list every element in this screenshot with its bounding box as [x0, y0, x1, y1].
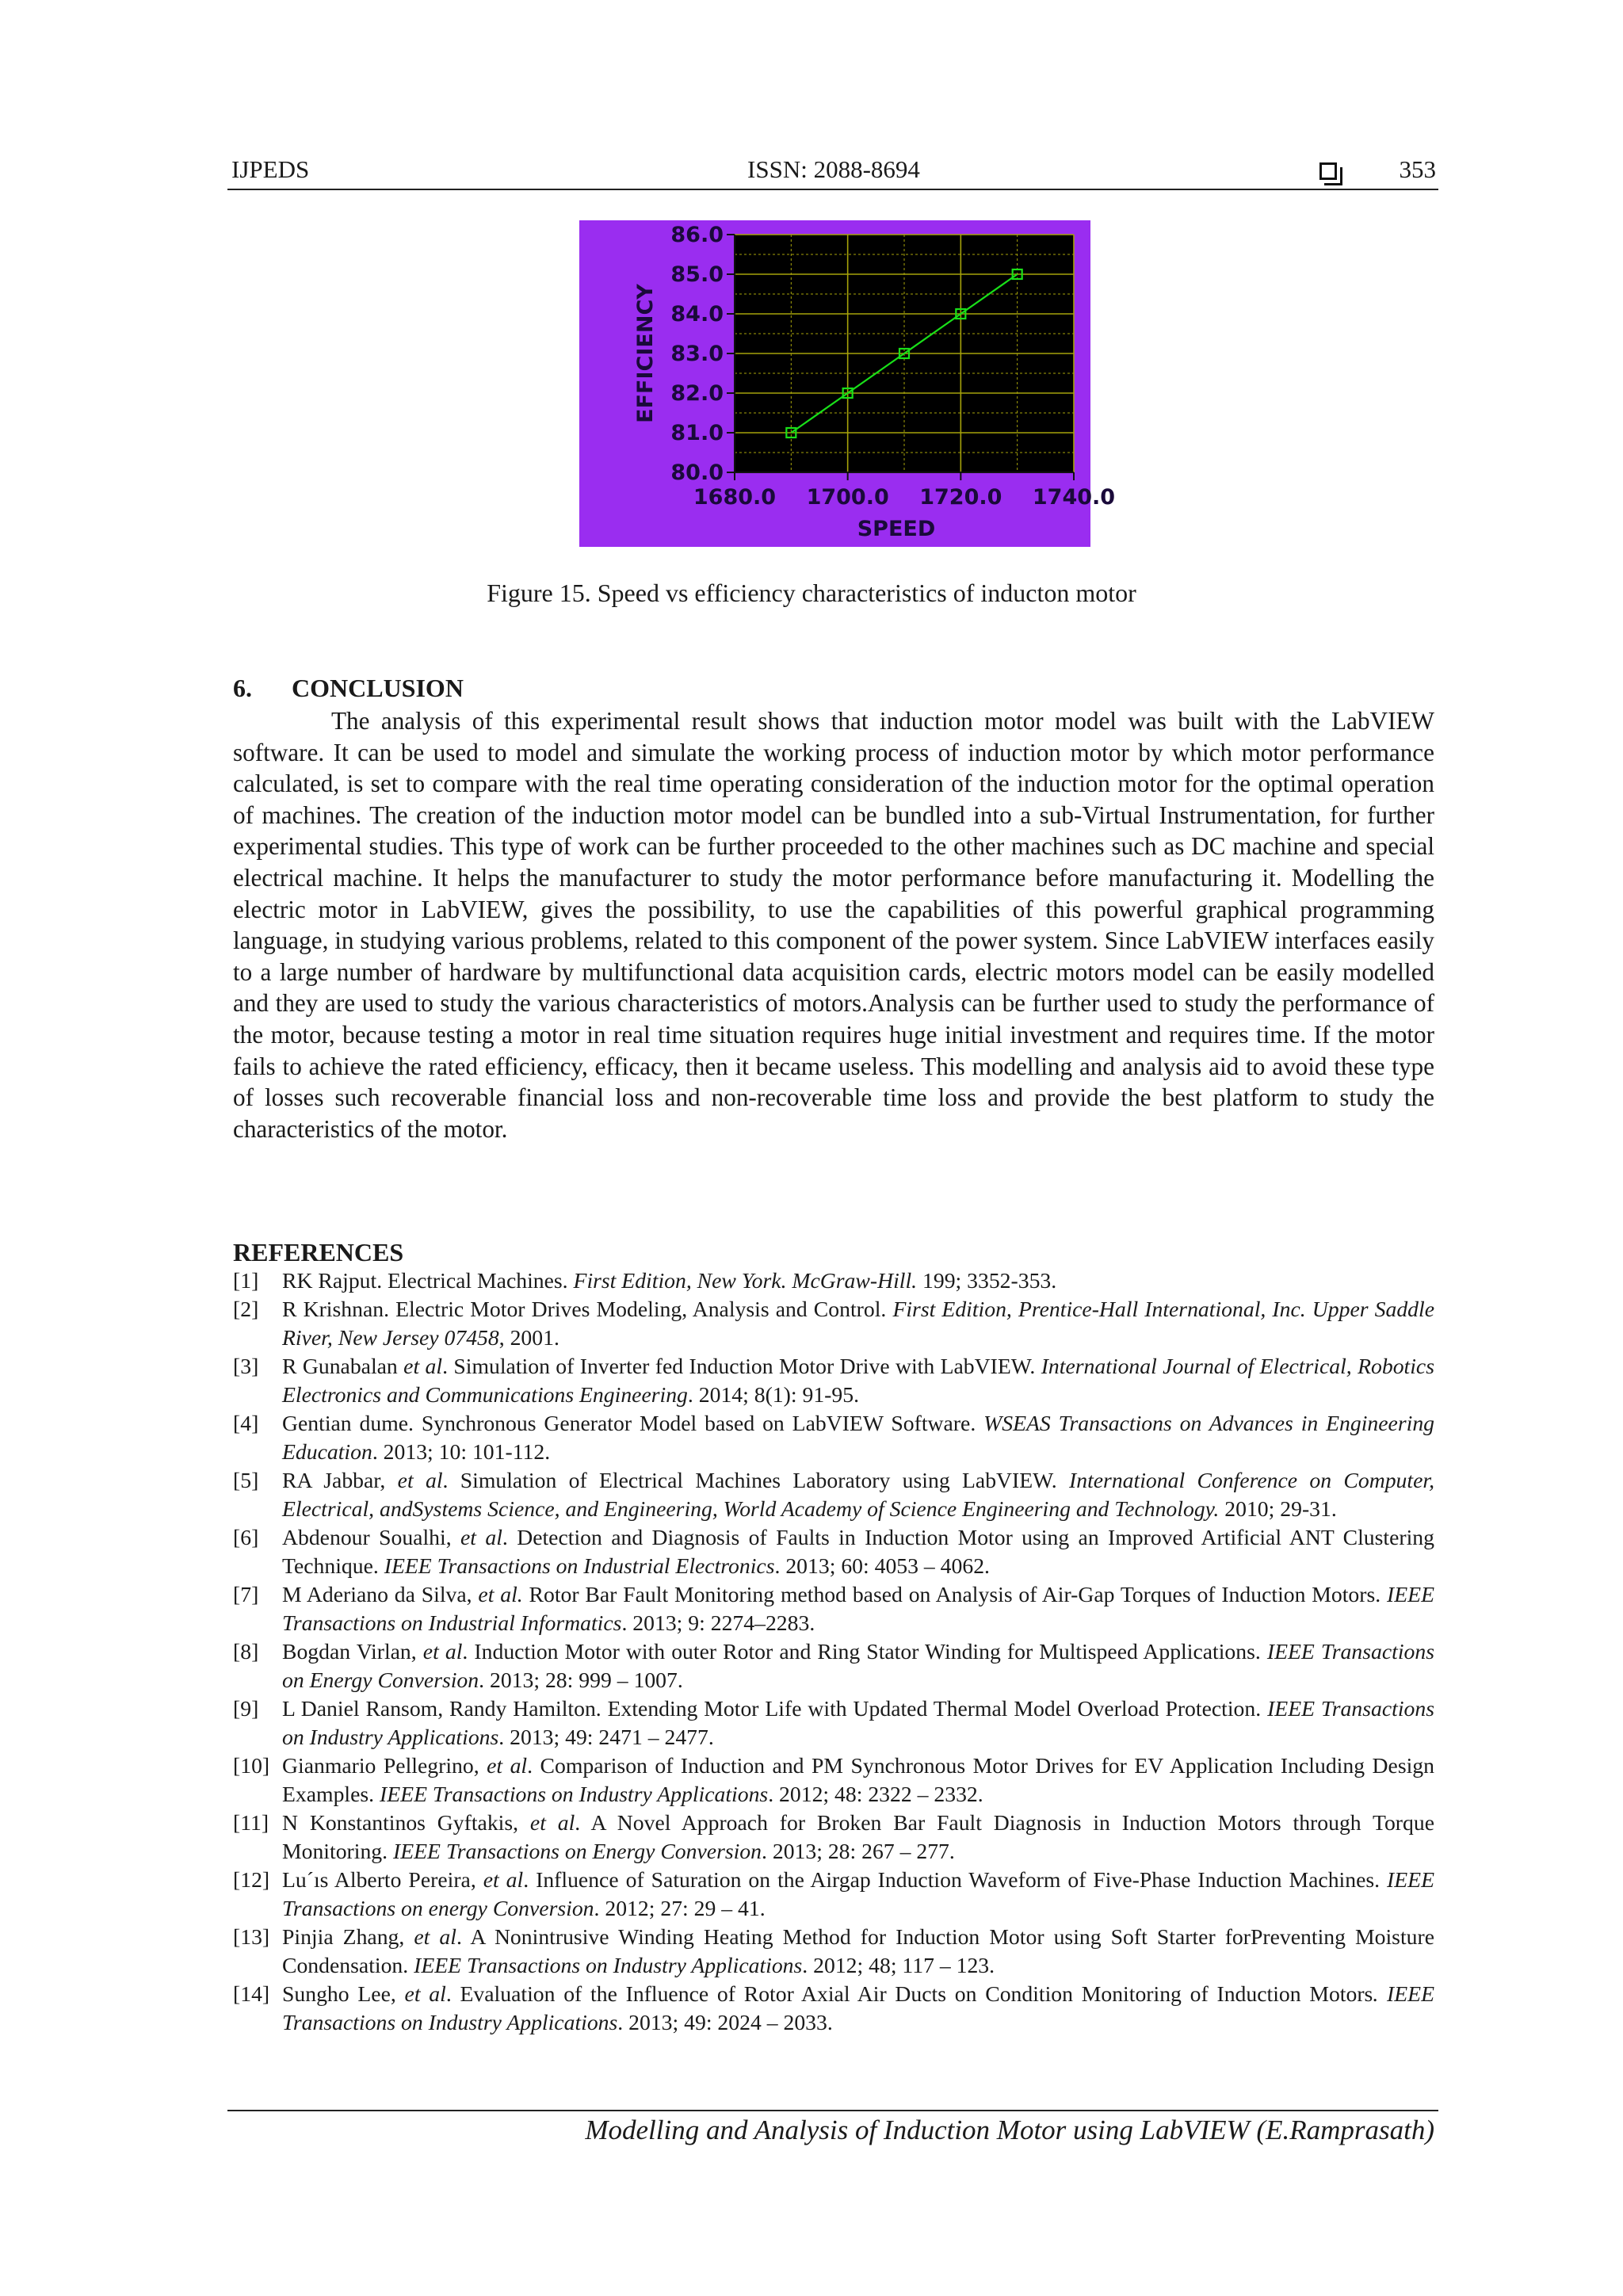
reference-item: [233, 1409, 1434, 1466]
reference-text: R Gunabalan: [282, 1354, 404, 1378]
conclusion-paragraph: The analysis of this experimental result shows that induction motor model was built with the LabVIEW software. It can be used to model and simulate the working process of induction motor by which motor performance calculated, is set to compare with the real time operating consideration of the induction motor for the optimal operation of machines. The creation of the induction motor model can be bundled into a sub-Virtual Instrumentation, for further experimental studies. This type of work can be further proceeded to the other machines such as DC machine and special electrical machine. It helps the manufacturer to study the motor performance before manufacturing it. Modelling the electric motor in LabVIEW, gives the possibility, to use the capabilities of this powerful graphical programming language, in studying various problems, related to this component of the power system. Since LabVIEW interfaces easily to a large number of hardware by multifunctional data acquisition cards, electric motors model can be easily modelled and they are used to study the various characteristics of motors.Analysis can be further used to study the performance of the motor, because testing a motor in real time situation requires huge initial investment and requires time. If the motor fails to achieve the rated efficiency, efficacy, then it became useless. This modelling and analysis aid to avoid these type of losses such recoverable financial loss and non-recoverable time loss and provide the best platform to study the characteristics of the motor.: [233, 707, 1434, 1143]
footer-rule: [227, 2110, 1438, 2111]
reference-item: [233, 1637, 1434, 1694]
section-title: CONCLUSION: [292, 674, 464, 702]
x-tick-label: 1740.0: [1032, 485, 1116, 510]
reference-text: . IEEE Transactions on Industry Applications: [282, 1981, 1434, 2034]
reference-text: et al: [422, 1639, 463, 1664]
reference-text: et al: [529, 1810, 575, 1835]
reference-text: et al: [483, 1867, 524, 1892]
figure-caption: Figure 15. Speed vs efficiency characteristics of inducton motor: [487, 579, 1136, 607]
reference-text: . 2013; 10: 101-112.: [372, 1439, 551, 1464]
reference-text: . Detection and Diagnosis of Faults in Induction Motor using an Improved Artificial ANT Clustering Technique.: [282, 1525, 1434, 1578]
reference-text: et al.: [478, 1582, 523, 1606]
reference-text: . 2013; 60: 4053 – 4062.: [774, 1553, 990, 1578]
issn: ISSN: 2088-8694: [747, 155, 920, 183]
y-tick-label: 85.0: [670, 262, 724, 287]
reference-text: . 2013; 28: 999 – 1007.: [479, 1668, 683, 1692]
reference-text: . 2013; 49: 2024 – 2033.: [617, 2010, 833, 2034]
reference-text: Lu´ıs Alberto Pereira,: [282, 1867, 483, 1892]
reference-text: RA Jabbar,: [282, 1468, 398, 1492]
reference-item: [233, 1752, 1434, 1809]
y-tick-label: 83.0: [670, 342, 724, 366]
reference-text: First Edition, Prentice-Hall International, Inc. Upper Saddle River, New Jersey 07458: [282, 1297, 1435, 1350]
reference-text: Abdenour Soualhi,: [282, 1525, 460, 1549]
section-heading: [233, 674, 464, 703]
y-tick-label: 81.0: [670, 421, 724, 445]
x-tick-label: 1720.0: [919, 485, 1002, 510]
reference-text: IEEE Transactions on Industry Applications: [282, 1696, 1434, 1749]
reference-text: . 2012; 48: 2322 – 2332.: [768, 1782, 983, 1806]
reference-item: [233, 1523, 1434, 1580]
efficiency-chart: [579, 220, 1116, 547]
reference-text: International Journal of Electrical, Robotics Electronics and Communications Engineering: [282, 1354, 1434, 1407]
reference-text: 199; 3352-353.: [917, 1268, 1057, 1293]
section-number: 6.: [233, 674, 252, 702]
journal-name: IJPEDS: [231, 155, 310, 183]
reference-number: [11]: [233, 1810, 269, 1835]
y-tick-label: 84.0: [670, 302, 724, 327]
figure-15: [579, 220, 1116, 547]
reference-item: [233, 1694, 1434, 1752]
y-tick-label: 80.0: [670, 460, 724, 485]
reference-number: [8]: [233, 1639, 259, 1664]
reference-item: [233, 1980, 1434, 2037]
page-header: [231, 155, 1436, 190]
reference-number: [4]: [233, 1411, 259, 1435]
checkbox-square-icon: [1319, 162, 1337, 180]
reference-list: [233, 1266, 1434, 2037]
reference-item: [233, 1866, 1434, 1923]
reference-text: . A Novel Approach for Broken Bar Fault Diagnosis in Induction Motors through Torque Monitoring.: [282, 1810, 1434, 1863]
reference-item: [233, 1266, 1434, 1295]
references-heading: REFERENCES: [233, 1238, 404, 1266]
reference-text: IEEE Transactions on Energy Conversion: [392, 1839, 762, 1863]
x-axis-label: SPEED: [857, 517, 936, 541]
reference-number: [6]: [233, 1525, 259, 1549]
reference-number: [14]: [233, 1981, 270, 2006]
reference-text: . Induction Motor with outer Rotor and Ring Stator Winding for Multispeed Applications.: [462, 1639, 1267, 1664]
reference-text: et al: [414, 1924, 456, 1949]
reference-item: [233, 1923, 1434, 1980]
reference-text: IEEE Transactions on Industry Applications: [414, 1953, 803, 1977]
reference-text: IEEE Transactions on energy Conversion: [282, 1867, 1434, 1920]
running-title: Modelling and Analysis of Induction Motor using LabVIEW (E.Ramprasath): [585, 2115, 1434, 2145]
reference-text: IEEE Transactions on Industrial Electronics: [384, 1553, 775, 1578]
reference-text: et al: [403, 1354, 443, 1378]
reference-number: [9]: [233, 1696, 259, 1721]
reference-text: RK Rajput. Electrical Machines.: [282, 1268, 574, 1293]
reference-text: R Krishnan. Electric Motor Drives Modeling, Analysis and Control.: [282, 1297, 893, 1321]
page-number: 353: [1399, 155, 1436, 183]
reference-text: et al: [460, 1525, 502, 1549]
reference-text: . Influence of Saturation on the Airgap Induction Waveform of Five-Phase Induction Machines.: [523, 1867, 1388, 1892]
reference-number: [12]: [233, 1867, 270, 1892]
reference-text: . 2013; 9: 2274–2283.: [621, 1610, 815, 1635]
reference-text: . 2013; 49: 2471 – 2477.: [498, 1725, 714, 1749]
reference-text: Rotor Bar Fault Monitoring method based on Analysis of Air-Gap Torques of Induction Motors.: [522, 1582, 1388, 1606]
x-tick-label: 1680.0: [693, 485, 777, 510]
reference-text: Gentian dume. Synchronous Generator Model based on LabVIEW Software.: [282, 1411, 984, 1435]
reference-text: Sungho Lee,: [282, 1981, 405, 2006]
reference-text: 2010; 29-31.: [1219, 1496, 1337, 1521]
reference-text: et al: [487, 1753, 528, 1778]
reference-item: [233, 1466, 1434, 1523]
reference-text: First Edition, New York. McGraw-Hill.: [573, 1268, 918, 1293]
reference-item: [233, 1352, 1434, 1409]
reference-text: . Evaluation of the Influence of Rotor Axial Air Ducts on Condition Monitoring of Induction Motors: [445, 1981, 1373, 2006]
reference-text: . Simulation of Inverter fed Induction Motor Drive with LabVIEW.: [442, 1354, 1041, 1378]
x-tick-label: 1700.0: [806, 485, 889, 510]
reference-number: [5]: [233, 1468, 259, 1492]
reference-text: . Simulation of Electrical Machines Laboratory using LabVIEW.: [442, 1468, 1070, 1492]
reference-text: et al: [404, 1981, 446, 2006]
reference-text: WSEAS Transactions on Advances in Engineering Education: [282, 1411, 1435, 1464]
reference-text: Bogdan Virlan,: [282, 1639, 423, 1664]
reference-text: . 2012; 48; 117 – 123.: [802, 1953, 995, 1977]
reference-number: [13]: [233, 1924, 270, 1949]
reference-text: , 2001.: [498, 1325, 559, 1350]
reference-text: International Conference on Computer, Electrical, andSystems Science, and Engineering, World Academy of Science Engineering and Technology.: [282, 1468, 1434, 1521]
reference-text: . 2013; 28: 267 – 277.: [762, 1839, 955, 1863]
reference-item: [233, 1295, 1434, 1352]
reference-text: Gianmario Pellegrino,: [282, 1753, 487, 1778]
reference-number: [3]: [233, 1354, 259, 1378]
y-axis-label: EFFICIENCY: [633, 284, 658, 423]
reference-number: [10]: [233, 1753, 270, 1778]
y-tick-label: 86.0: [670, 223, 724, 247]
reference-text: . Comparison of Induction and PM Synchronous Motor Drives for EV Application Including Design Examples.: [282, 1753, 1434, 1806]
reference-text: et al: [397, 1468, 443, 1492]
reference-item: [233, 1580, 1434, 1637]
reference-number: [2]: [233, 1297, 259, 1321]
reference-text: L Daniel Ransom, Randy Hamilton. Extending Motor Life with Updated Thermal Model Overload Protection.: [282, 1696, 1268, 1721]
reference-text: IEEE Transactions on Energy Conversion: [282, 1639, 1435, 1692]
header-rule: [227, 189, 1438, 190]
reference-item: [233, 1809, 1434, 1866]
reference-text: . 2014; 8(1): 91-95.: [687, 1382, 859, 1407]
reference-text: Pinjia Zhang,: [282, 1924, 414, 1949]
reference-text: IEEE Transactions on Industry Applications: [380, 1782, 769, 1806]
reference-text: M Aderiano da Silva,: [282, 1582, 479, 1606]
reference-text: IEEE Transactions on Industrial Informatics: [282, 1582, 1434, 1635]
reference-text: N Konstantinos Gyftakis,: [282, 1810, 530, 1835]
reference-text: . 2012; 27: 29 – 41.: [594, 1896, 766, 1920]
y-tick-label: 82.0: [670, 381, 724, 406]
reference-text: . A Nonintrusive Winding Heating Method for Induction Motor using Soft Starter forPreventing Moisture Condensation.: [282, 1924, 1434, 1977]
reference-number: [7]: [233, 1582, 259, 1606]
reference-number: [1]: [233, 1268, 259, 1293]
